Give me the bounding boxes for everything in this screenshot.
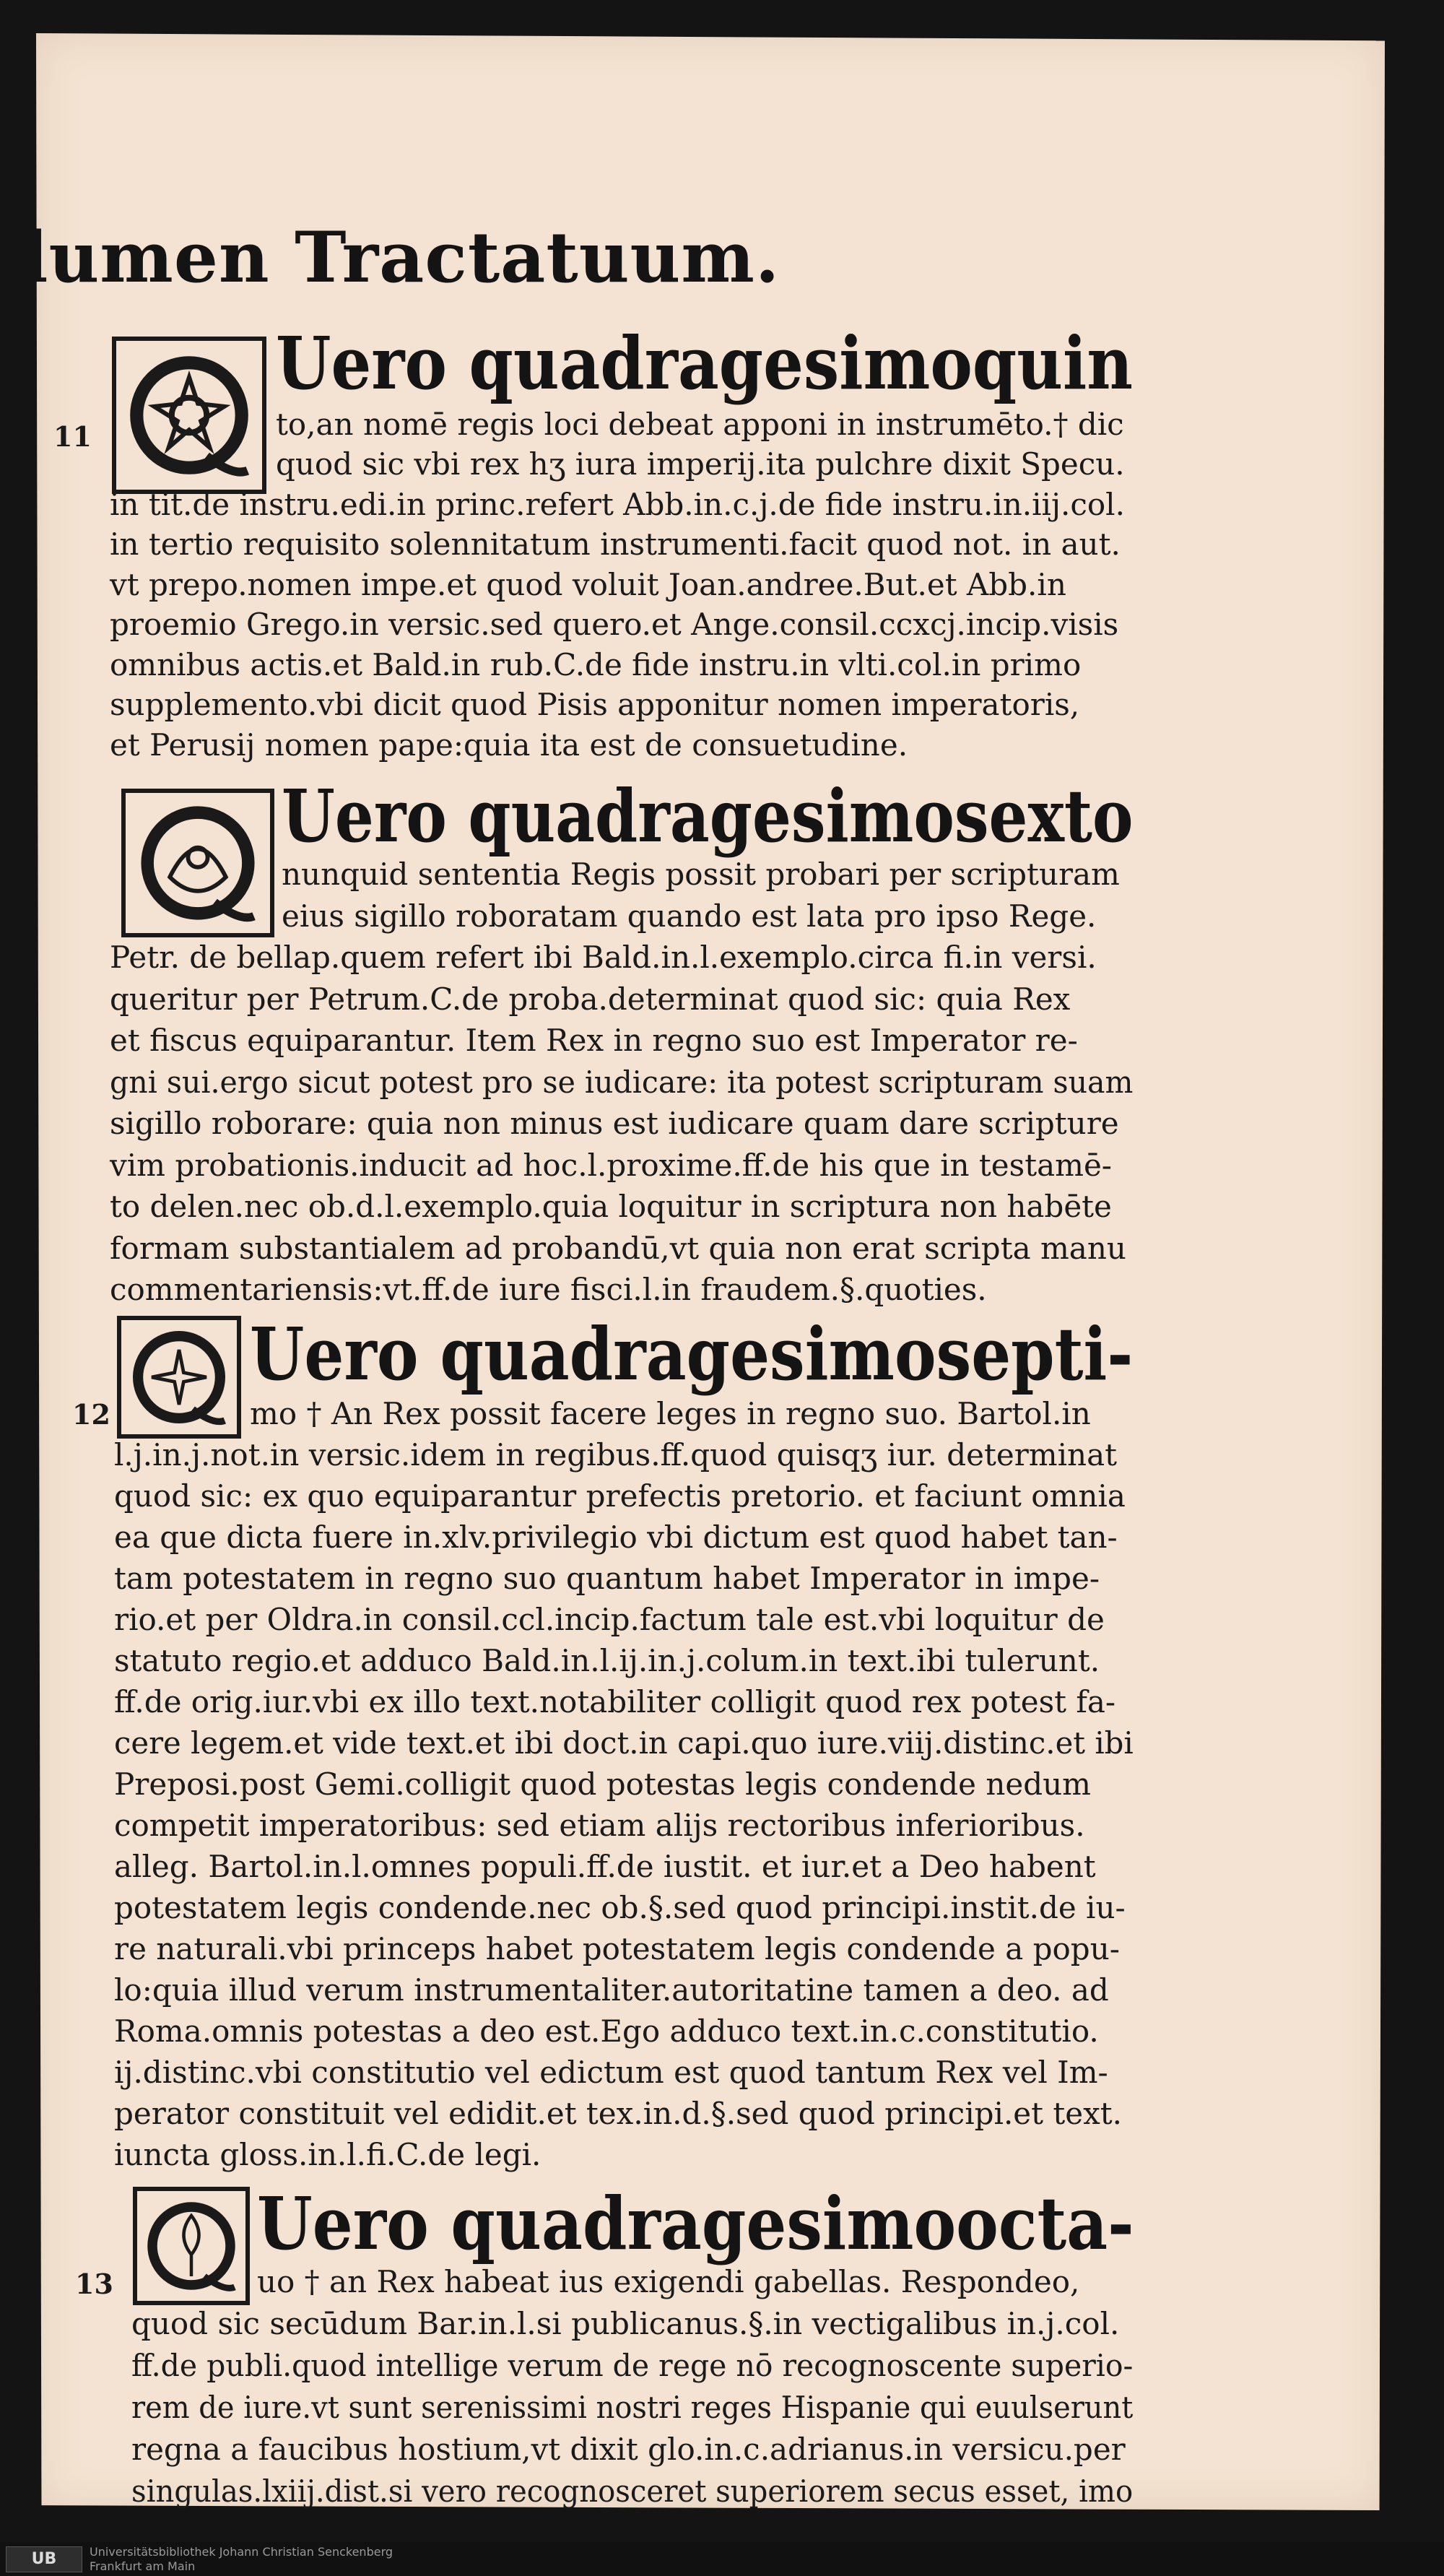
text-line: gni sui.ergo sicut potest pro se iudicare: ita potest scripturam suam [110, 1064, 1134, 1100]
library-credit [90, 2545, 393, 2574]
ornamental-initial-icon [121, 789, 274, 937]
text-line: potestatem legis condende.nec ob.§.sed quod principi.instit.de iu- [114, 1890, 1126, 1925]
text-line: et fiscus equiparantur. Item Rex in regno suo est Imperator re- [110, 1023, 1078, 1058]
text-line: Petr. de bellap.quem refert ibi Bald.in.l.exemplo.circa fi.in versi. [110, 940, 1097, 975]
text-line: regna a faucibus hostium,vt dixit glo.in.c.adrianus.in versicu.per [131, 2432, 1126, 2467]
margin-number: 13 [75, 2268, 113, 2300]
text-line: lo:quia illud verum instrumentaliter.autoritatine tamen a deo. ad [114, 1972, 1109, 2008]
text-line: Roma.omnis potestas a deo est.Ego adduco text.in.c.constitutio. [114, 2013, 1099, 2049]
ornamental-initial-icon [112, 337, 266, 494]
library-footer [0, 2542, 1444, 2576]
text-line: ea que dicta fuere in.xlv.privilegio vbi dictum est quod habet tan- [114, 1519, 1118, 1555]
text-line: ff.de orig.iur.vbi ex illo text.notabiliter colligit quod rex potest fa- [114, 1684, 1116, 1719]
question-heading: Uero quadragesimosepti- [250, 1311, 1134, 1397]
library-name: Universitätsbibliothek Johann Christian Senckenberg [90, 2544, 393, 2559]
text-line: omnibus actis.et Bald.in rub.C.de fide instru.in vlti.col.in primo [110, 647, 1082, 682]
text-line: et Perusij nomen pape:quia ita est de consuetudine. [110, 727, 908, 763]
text-line: proemio Grego.in versic.sed quero.et Ange.consil.ccxcj.incip.visis [110, 607, 1119, 642]
text-line: alleg. Bartol.in.l.omnes populi.ff.de iustit. et iur.et a Deo habent [114, 1849, 1096, 1884]
text-line: quod sic secūdum Bar.in.l.si publicanus.§.in vectigalibus in.j.col. [131, 2306, 1120, 2341]
text-line: rem de iure.vt sunt serenissimi nostri reges Hispanie qui euulserunt [131, 2390, 1134, 2425]
text-line: cere legem.et vide text.et ibi doct.in capi.quo iure.viij.distinc.et ibi [114, 1725, 1134, 1761]
text-line: nunquid sententia Regis possit probari per scripturam [282, 857, 1120, 892]
text-line: singulas.lxiij.dist.si vero recognosceret superiorem secus esset, imo [131, 2473, 1134, 2509]
running-header: lumen Tractatuum. [22, 217, 780, 298]
text-line: sigillo roborare: quia non minus est iudicare quam dare scripture [110, 1106, 1119, 1141]
text-line: quod sic vbi rex hʒ iura imperij.ita pulchre dixit Specu. [276, 446, 1125, 482]
text-line: queritur per Petrum.C.de proba.determinat quod sic: quia Rex [110, 981, 1071, 1017]
text-line: re naturali.vbi princeps habet potestatem legis condende a popu- [114, 1931, 1120, 1966]
text-line: ff.de publi.quod intellige verum de rege nō recognoscente superio- [131, 2348, 1134, 2383]
text-line: uo † an Rex habeat ius exigendi gabellas. Respondeo, [257, 2264, 1080, 2299]
text-line: to,an nomē regis loci debeat apponi in instrumēto.† dic [276, 407, 1124, 442]
ornamental-initial-icon [133, 2187, 250, 2305]
text-line: quod sic: ex quo equiparantur prefectis pretorio. et faciunt omnia [114, 1478, 1126, 1514]
text-line: mo † An Rex possit facere leges in regno suo. Bartol.in [250, 1396, 1091, 1431]
text-line: formam substantialem ad probandū,vt quia non erat scripta manu [110, 1231, 1126, 1266]
text-line: tam potestatem in regno suo quantum habet Imperator in impe- [114, 1561, 1100, 1596]
text-line: in tertio requisito solennitatum instrumenti.facit quod not. in aut. [110, 526, 1121, 562]
text-line: commentariensis:vt.ff.de iure fisci.l.in fraudem.§.quoties. [110, 1272, 987, 1307]
text-line: in tit.de instru.edi.in princ.refert Abb.in.c.j.de fide instru.in.iij.col. [110, 487, 1125, 522]
ornamental-initial-icon [117, 1316, 241, 1439]
text-line: competit imperatoribus: sed etiam alijs rectoribus inferioribus. [114, 1808, 1085, 1843]
text-line: perator constituit vel edidit.et tex.in.d.§.sed quod principi.et text. [114, 2096, 1123, 2131]
question-heading: Uero quadragesimoquin [276, 321, 1134, 406]
text-line: ij.distinc.vbi constitutio vel edictum est quod tantum Rex vel Im- [114, 2055, 1108, 2090]
ub-logo-icon[interactable]: UB [6, 2546, 82, 2572]
text-line: to delen.nec ob.d.l.exemplo.quia loquitur in scriptura non habēte [110, 1189, 1112, 1224]
text-line: statuto regio.et adduco Bald.in.l.ij.in.j.colum.in text.ibi tulerunt. [114, 1643, 1100, 1678]
text-line: Preposi.post Gemi.colligit quod potestas legis condende nedum [114, 1766, 1091, 1802]
text-line: vim probationis.inducit ad hoc.l.proxime.ff.de his que in testamē- [110, 1148, 1112, 1183]
text-line: eius sigillo roboratam quando est lata pro ipso Rege. [282, 898, 1097, 934]
question-heading: Uero quadragesimosexto [282, 773, 1134, 859]
text-line: iuncta gloss.in.l.fi.C.de legi. [114, 2137, 542, 2172]
margin-number: 11 [53, 420, 92, 453]
text-line: l.j.in.j.not.in versic.idem in regibus.ff.quod quisqʒ iur. determinat [114, 1437, 1117, 1473]
library-city: Frankfurt am Main [90, 2559, 196, 2573]
margin-number: 12 [72, 1398, 110, 1431]
question-heading: Uero quadragesimoocta- [257, 2181, 1134, 2266]
text-line: rio.et per Oldra.in consil.ccl.incip.factum tale est.vbi loquitur de [114, 1602, 1105, 1637]
text-line: supplemento.vbi dicit quod Pisis apponitur nomen imperatoris, [110, 687, 1080, 722]
text-line: vt prepo.nomen impe.et quod voluit Joan.andree.But.et Abb.in [110, 567, 1066, 602]
